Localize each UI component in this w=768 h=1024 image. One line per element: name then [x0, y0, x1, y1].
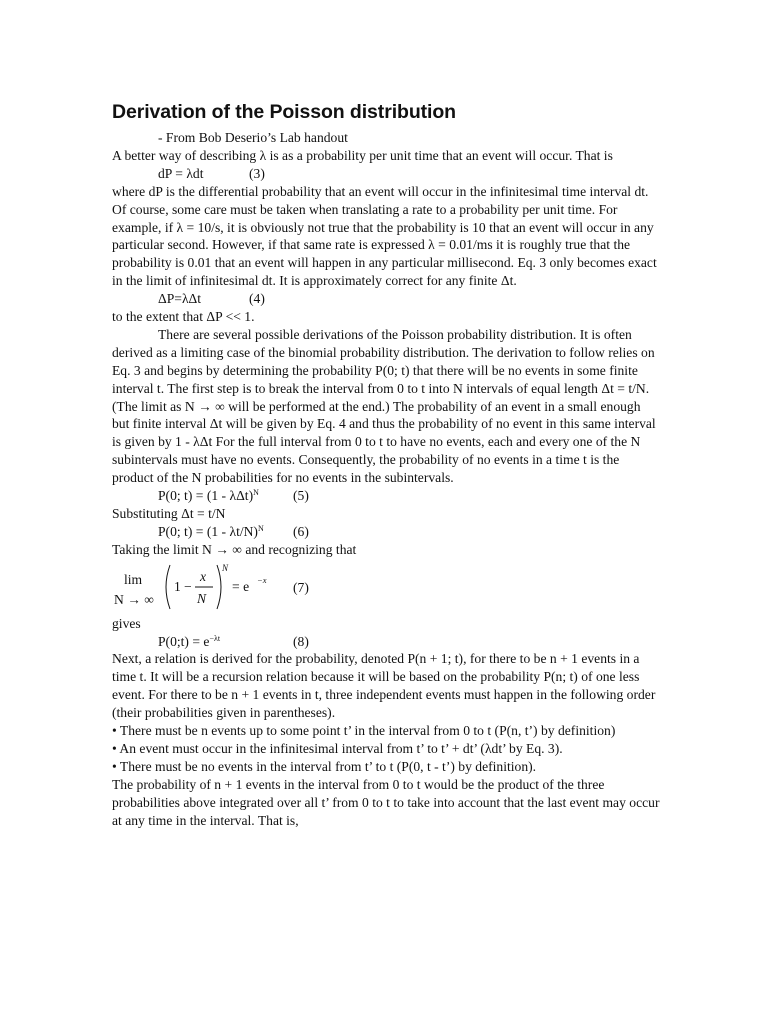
- equation-6-number: (6): [293, 523, 309, 539]
- expr-rhs-exponent: −x: [257, 574, 267, 585]
- equation-3: [112, 165, 660, 183]
- limit-subscript: N → ∞: [114, 591, 154, 607]
- equation-5-body: [158, 487, 259, 505]
- equation-4-body: ΔP=λΔt: [158, 291, 202, 307]
- bullet-3: • There must be no events in the interval from t’ to t (P(0, t - t’) by definition).: [112, 758, 537, 774]
- document-page: [112, 100, 660, 830]
- document-title: Derivation of the Poisson distribution: [112, 101, 456, 123]
- equation-5-number: (5): [293, 488, 309, 504]
- paragraph-7: gives: [112, 615, 141, 631]
- equation-3-body: dP = λdt: [158, 165, 204, 181]
- expr-exponent: N: [222, 562, 229, 573]
- equation-3-number: (3): [249, 165, 265, 181]
- equation-8-body: [158, 633, 220, 651]
- paragraph-4: There are several possible derivations of the Poisson probability distribution. It is often derived as a limiting case of the binomial probability distribution. The derivation to follow relies on Eq. 3 and begins by determining the probability P(0; t) that there will be no events in some finite interval t. The first step is to break the interval from 0 to t into N intervals of equal length Δt = t/N. (The limit as N → ∞ will be performed at the end.) The probability of an event in a small enough but finite interval Δt will be given by Eq. 4 and thus the probability of no event in this same interval is given by 1 - λΔt For the full interval from 0 to t to have no events, each and every one of the N subintervals must have no events. Consequently, the probability of no events in a time t is the product of the N probabilities for no events in the subintervals.: [112, 326, 656, 486]
- equation-7-number: (7): [293, 579, 309, 595]
- equation-6-body: [158, 523, 264, 541]
- left-paren: [166, 565, 170, 609]
- limit-expression: [160, 559, 290, 615]
- paragraph-3: to the extent that ΔP << 1.: [112, 309, 255, 325]
- equation-6-base: P(0; t) = (1 - λt/N): [158, 523, 258, 539]
- paragraph-1: A better way of describing λ is as a probability per unit time that an event will occur. That is: [112, 147, 613, 163]
- expr-N: N: [197, 590, 207, 606]
- expr-rhs: = e: [232, 578, 250, 594]
- equation-5: [112, 487, 660, 505]
- equation-5-exponent: N: [253, 488, 259, 498]
- paragraph-8: Next, a relation is derived for the probability, denoted P(n + 1; t), for there to be n + 1 events in a time t. It will be a recursion relation because it will be based on the probability P(n; t) of one less event. For there to be n + 1 events in t, three independent events must happen in the following order (their probabilities given in parentheses).: [112, 651, 656, 721]
- bullet-1: • There must be n events up to some point t’ in the interval from 0 to t (P(n, t’) by definition): [112, 723, 616, 739]
- expr-x: x: [200, 568, 207, 584]
- expr-one: 1: [174, 578, 181, 594]
- equation-4: [112, 290, 660, 308]
- equation-8-base: P(0;t) = e: [158, 633, 210, 649]
- paragraph-5: Substituting Δt = t/N: [112, 505, 226, 521]
- equation-6-exponent: N: [257, 523, 264, 533]
- equation-8-number: (8): [293, 633, 309, 649]
- equation-4-number: (4): [249, 291, 265, 307]
- paragraph-2: where dP is the differential probability that an event will occur in the infinitesimal time interval dt. Of course, some care must be taken when translating a rate to a probability per unit time. For example, if λ = 10/s, it is obviously not true that the probability is 10 that an event will occur in any particular second. However, if that same rate is expressed λ = 0.01/ms it is roughly true that the probability is 0.01 that an event will happen in any particular millisecond. Eq. 3 only becomes exact in the limit of infinitesimal dt. It is approximately correct for any finite Δt.: [112, 183, 657, 289]
- equation-6: [112, 523, 660, 541]
- equation-8-exponent: −λt: [209, 633, 221, 643]
- right-paren: [217, 565, 221, 609]
- equation-5-base: P(0; t) = (1 - λΔt): [158, 488, 254, 504]
- expr-minus: −: [184, 578, 192, 594]
- equation-8: [112, 633, 660, 651]
- byline: - From Bob Deserio’s Lab handout: [158, 130, 348, 145]
- limit-label: lim: [124, 571, 143, 587]
- bullet-2: • An event must occur in the infinitesimal interval from t’ to t’ + dt’ (λdt’ by Eq. 3).: [112, 741, 563, 757]
- equation-7: [112, 559, 660, 615]
- paragraph-9: The probability of n + 1 events in the interval from 0 to t would be the product of the three probabilities above integrated over all t’ from 0 to t to take into account that the last event may occur at any time in the interval. That is,: [112, 776, 660, 828]
- paragraph-6: Taking the limit N → ∞ and recognizing that: [112, 541, 357, 557]
